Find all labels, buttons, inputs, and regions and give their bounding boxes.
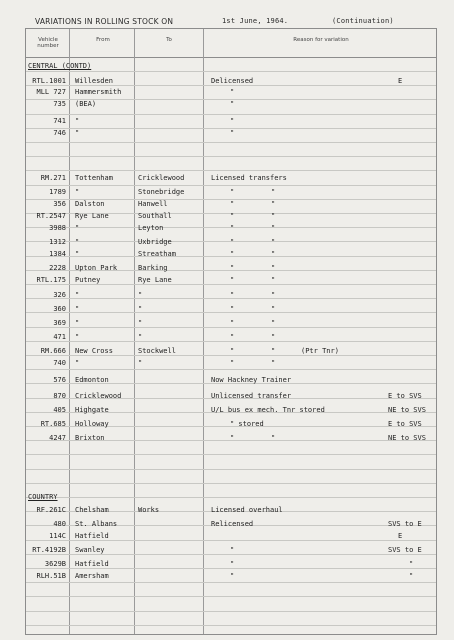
title-date: 1st June, 1964. [222,17,289,25]
reason-ditto: " [271,434,276,442]
from-depot: New Cross [75,347,113,355]
vehicle-number: 405 [53,406,66,414]
status-change: E to SVS [388,392,422,400]
title-continuation: (Continuation) [332,17,394,25]
ruled-line [26,611,436,612]
col-from: From [96,37,110,43]
ruled-line [26,85,436,86]
reason-ditto: " [271,319,276,327]
reason: Unlicensed transfer [211,392,292,400]
status-change: NE to SVS [388,434,426,442]
reason-ditto: " [271,264,276,272]
status-change: SVS to E [388,546,422,554]
col-to: To [166,37,172,43]
status-change: (Ptr Tnr) [301,347,339,355]
ruled-line [26,142,436,143]
from-depot: Holloway [75,420,109,428]
reason-ditto: " [271,200,276,208]
from-depot: " [75,129,80,137]
vehicle-number: RM.271 [40,174,66,182]
to-depot: Stonebridge [138,188,185,196]
to-depot: " [138,305,143,313]
ruled-line [26,170,436,171]
from-depot: Putney [75,276,101,284]
ruled-line [26,568,436,569]
from-depot: Hatfield [75,532,109,540]
document-title [25,5,445,27]
reason: " [230,224,235,232]
reason: " [230,200,235,208]
col-reason: Reason for variation [293,37,349,43]
reason: " [230,291,235,299]
col-vehicle: Vehicle number [37,37,59,49]
to-depot: " [138,319,143,327]
ruled-line [26,369,436,370]
vehicle-number: RT.2547 [36,212,66,220]
reason: " [230,319,235,327]
reason: " [230,250,235,258]
reason-ditto: " [271,250,276,258]
to-depot: Streatham [138,250,176,258]
from-depot: " [75,250,80,258]
col-divider [69,29,70,634]
vehicle-number: 356 [53,200,66,208]
vehicle-number: MLL 727 [36,88,66,96]
ruled-line [26,497,436,498]
to-depot: Works [138,506,160,514]
reason: " [230,572,235,580]
title-label: VARIATIONS IN ROLLING STOCK ON [35,17,174,26]
reason: " [230,560,235,568]
reason: Relicensed [211,520,254,528]
vehicle-number: 870 [53,392,66,400]
ruled-line [26,582,436,583]
from-depot: Cricklewood [75,392,122,400]
to-depot: Uxbridge [138,238,172,246]
vehicle-number: RTL.1001 [32,77,66,85]
ruled-line [26,625,436,626]
reason-ditto: " [271,291,276,299]
reason: Licensed transfers [211,174,287,182]
reason: " [230,100,235,108]
from-depot: Hatfield [75,560,109,568]
to-depot: Hanwell [138,200,168,208]
vehicle-number: 735 [53,100,66,108]
from-depot: " [75,305,80,313]
vehicle-number: 1789 [49,188,66,196]
vehicle-number: 4247 [49,434,66,442]
reason-ditto: " [271,359,276,367]
vehicle-number: 740 [53,359,66,367]
reason: Now Hackney Trainer [211,376,292,384]
to-depot: " [138,333,143,341]
reason: U/L bus ex mech. Tnr stored [211,406,325,414]
from-depot: " [75,238,80,246]
vehicle-number: 114C [49,532,66,540]
reason: " [230,276,235,284]
from-depot: (BEA) [75,100,97,108]
ruled-line [26,483,436,484]
status-change: " [409,572,414,580]
to-depot: Cricklewood [138,174,185,182]
section-heading: COUNTRY [28,493,58,501]
from-depot: St. Albans [75,520,118,528]
vehicle-number: RLH.51B [36,572,66,580]
ruled-line [26,156,436,157]
to-depot: Southall [138,212,172,220]
to-depot: Barking [138,264,168,272]
from-depot: Dalston [75,200,105,208]
vehicle-number: RF.261C [36,506,66,514]
reason-ditto: " [271,333,276,341]
vehicle-number: 1312 [49,238,66,246]
to-depot: " [138,291,143,299]
to-depot: " [138,359,143,367]
vehicle-number: 3629B [44,560,66,568]
reason-ditto: " [271,224,276,232]
from-depot: Edmonton [75,376,109,384]
from-depot: " [75,117,80,125]
ruled-line [26,355,436,356]
reason: " [230,359,235,367]
reason: " [230,188,235,196]
from-depot: " [75,291,80,299]
reason-ditto: " [271,188,276,196]
vehicle-number: 3988 [49,224,66,232]
vehicle-number: 480 [53,520,66,528]
vehicle-number: 746 [53,129,66,137]
from-depot: Rye Lane [75,212,109,220]
vehicle-number: 576 [53,376,66,384]
from-depot: " [75,359,80,367]
reason: " stored [230,420,264,428]
vehicle-number: 741 [53,117,66,125]
ruled-line [26,284,436,285]
vehicle-number: 471 [53,333,66,341]
ruled-line [26,71,436,72]
vehicle-number: 369 [53,319,66,327]
to-depot: Leyton [138,224,164,232]
vehicle-number: RTL.175 [36,276,66,284]
col-divider [134,29,135,634]
reason: " [230,264,235,272]
vehicle-number: 360 [53,305,66,313]
from-depot: Brixton [75,434,105,442]
to-depot: Rye Lane [138,276,172,284]
reason: " [230,88,235,96]
from-depot: Willesden [75,77,113,85]
reason: " [230,212,235,220]
reason: " [230,238,235,246]
reason: " [230,546,235,554]
reason-ditto: " [271,347,276,355]
reason: " [230,305,235,313]
from-depot: Chelsham [75,506,109,514]
reason: Delicensed [211,77,254,85]
status-change: NE to SVS [388,406,426,414]
from-depot: Tottenham [75,174,113,182]
status-change: SVS to E [388,520,422,528]
reason: Licensed overhaul [211,506,283,514]
table-header [26,29,436,58]
from-depot: Highgate [75,406,109,414]
status-change: E to SVS [388,420,422,428]
reason-ditto: " [271,212,276,220]
reason-ditto: " [271,276,276,284]
vehicle-number: 326 [53,291,66,299]
reason: " [230,434,235,442]
status-change: E [398,77,403,85]
ruled-line [26,469,436,470]
status-change: E [398,532,403,540]
reason: " [230,347,235,355]
from-depot: Swanley [75,546,105,554]
reason-ditto: " [271,238,276,246]
col-divider [203,29,204,634]
from-depot: " [75,224,80,232]
stock-table [25,28,437,635]
vehicle-number: RT.685 [40,420,66,428]
section-heading: CENTRAL (CONTD) [28,62,92,70]
vehicle-number: RT.4192B [32,546,66,554]
to-depot: Stockwell [138,347,176,355]
vehicle-number: 2228 [49,264,66,272]
from-depot: " [75,188,80,196]
from-depot: Amersham [75,572,109,580]
ruled-line [26,185,436,186]
ruled-line [26,114,436,115]
from-depot: Upton Park [75,264,118,272]
from-depot: " [75,333,80,341]
vehicle-number: RM.666 [40,347,66,355]
ruled-line [26,596,436,597]
status-change: " [409,560,414,568]
ruled-line [26,454,436,455]
reason: " [230,333,235,341]
reason: " [230,117,235,125]
from-depot: " [75,319,80,327]
reason: " [230,129,235,137]
from-depot: Hammersmith [75,88,122,96]
reason-ditto: " [271,305,276,313]
vehicle-number: 1384 [49,250,66,258]
